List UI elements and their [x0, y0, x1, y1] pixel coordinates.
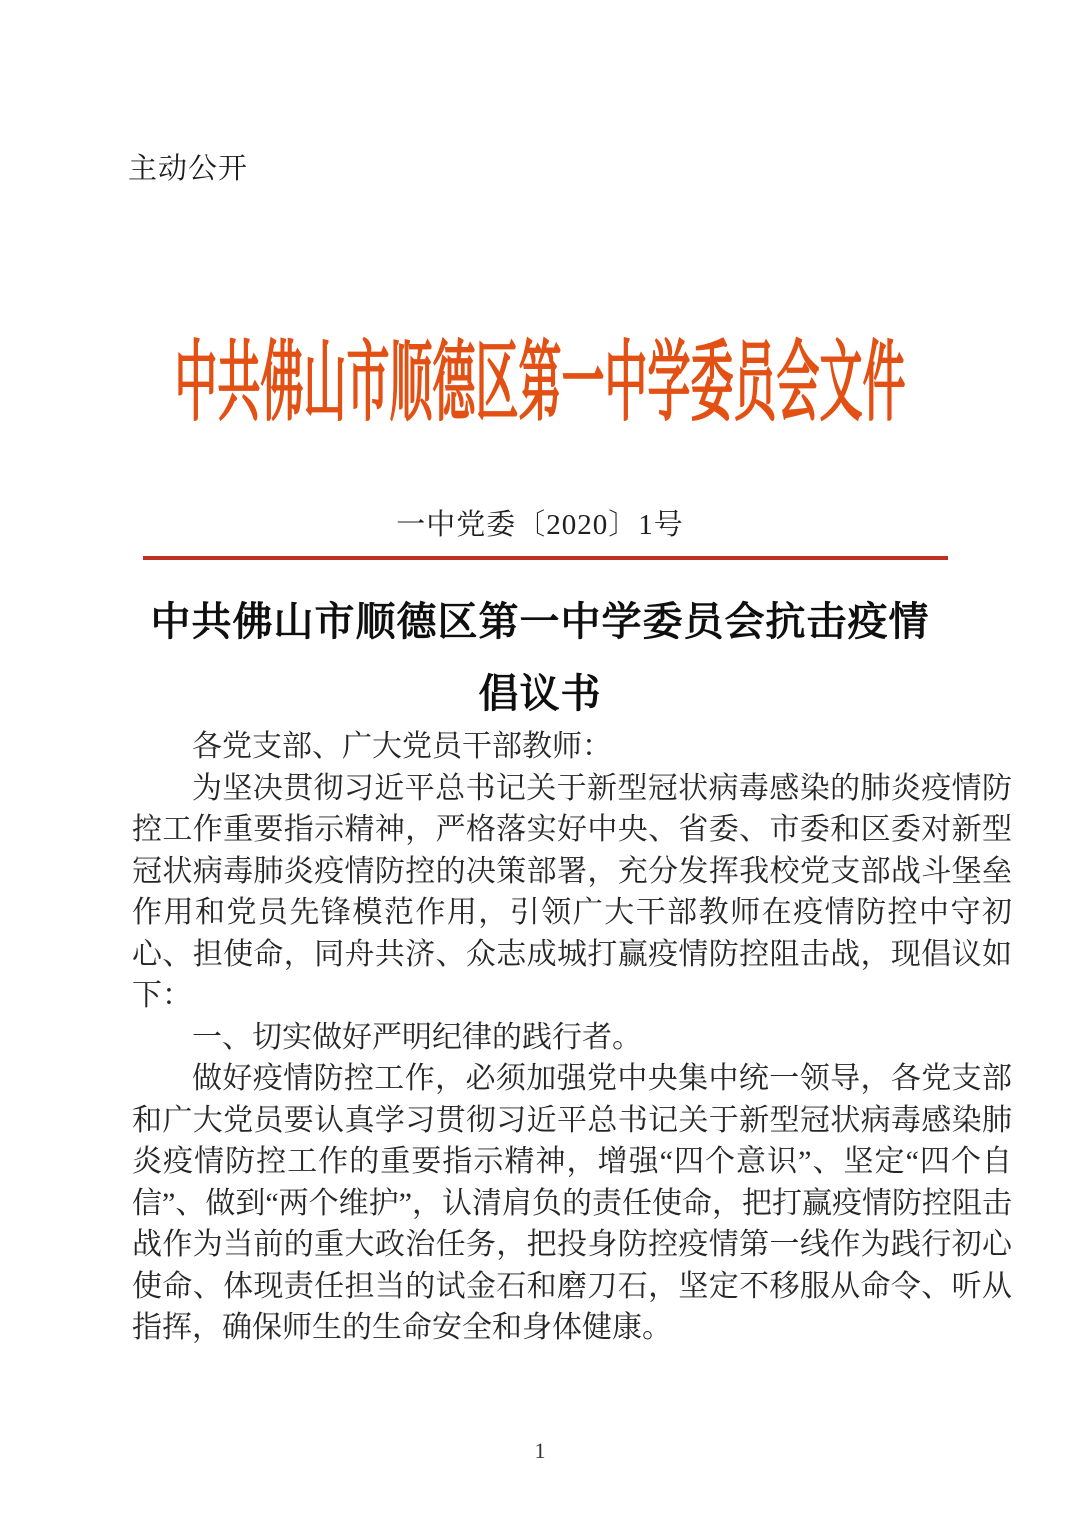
document-title — [0, 586, 1080, 730]
document-body — [132, 726, 1012, 1349]
body-paragraph: 为坚决贯彻习近平总书记关于新型冠状病毒感染的肺炎疫情防控工作重要指示精神，严格落实好中央、省委、市委和区委对新型冠状病毒肺炎疫情防控的决策部署，充分发挥我校党支部战斗堡垒作用和党员先锋模范作用，引领广大干部教师在疫情防控中守初心、担使命，同舟共济、众志成城打赢疫情防控阻击战，现倡议如下： — [132, 771, 1012, 1012]
red-separator-line — [143, 556, 948, 560]
body-paragraph: 做好疫情防控工作，必须加强党中央集中统一领导，各党支部和广大党员要认真学习贯彻习近平总书记关于新型冠状病毒感染肺炎疫情防控工作的重要指示精神，增强“四个意识”、坚定“四个自信”、做到“两个维护”，认清肩负的责任使命，把打赢疫情防控阻击战作为当前的重大政治任务，把投身防控疫情第一线作为践行初心使命、体现责任担当的试金石和磨刀石，坚定不移服从命令、听从指挥，确保师生的生命安全和身体健康。 — [132, 1062, 1012, 1344]
letterhead-org-title: 中共佛山市顺德区第一中学委员会文件 — [174, 336, 906, 433]
document-title-line2: 倡议书 — [478, 672, 602, 716]
disclosure-label: 主动公开 — [128, 153, 249, 185]
salutation: 各党支部、广大党员干部教师： — [192, 730, 612, 763]
page-number: 1 — [534, 1438, 546, 1463]
section-heading: 一、切实做好严明纪律的践行者。 — [192, 1020, 642, 1054]
letterhead — [0, 316, 1080, 436]
document-number: 一中党委〔2020〕1号 — [396, 509, 684, 541]
document-title-line1: 中共佛山市顺德区第一中学委员会抗击疫情 — [150, 600, 930, 644]
